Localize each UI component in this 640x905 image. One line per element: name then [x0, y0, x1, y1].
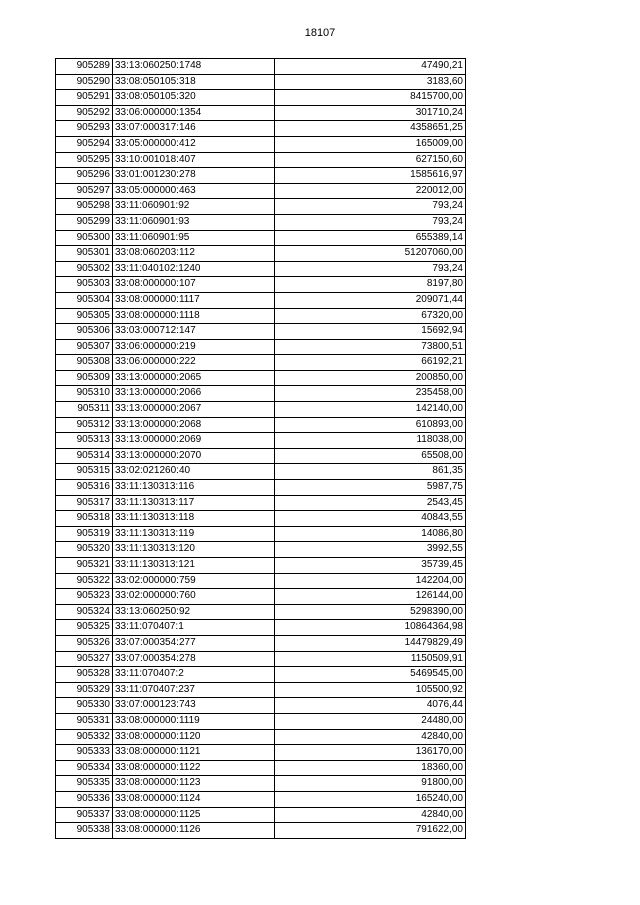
cadastral-number-cell: 33:13:000000:2070 — [113, 448, 275, 464]
cadastral-number-cell: 33:11:070407:2 — [113, 667, 275, 683]
table-row — [56, 433, 466, 449]
value-cell: 655389,14 — [275, 230, 466, 246]
cadastral-number-cell: 33:08:000000:1117 — [113, 292, 275, 308]
cadastral-number-cell: 33:11:130313:117 — [113, 495, 275, 511]
cadastral-number-cell: 33:11:070407:237 — [113, 682, 275, 698]
value-cell: 18360,00 — [275, 760, 466, 776]
row-number-cell: 905337 — [56, 807, 113, 823]
row-number-cell: 905314 — [56, 448, 113, 464]
row-number-cell: 905296 — [56, 168, 113, 184]
row-number-cell: 905308 — [56, 355, 113, 371]
row-number-cell: 905306 — [56, 324, 113, 340]
cadastral-number-cell: 33:06:000000:222 — [113, 355, 275, 371]
page-number: 18107 — [304, 27, 336, 39]
row-number-cell: 905300 — [56, 230, 113, 246]
table-row — [56, 558, 466, 574]
cadastral-number-cell: 33:08:000000:1126 — [113, 823, 275, 839]
value-cell: 73800,51 — [275, 339, 466, 355]
value-cell: 10864364,98 — [275, 620, 466, 636]
table-row — [56, 292, 466, 308]
table-row — [56, 620, 466, 636]
table-row — [56, 698, 466, 714]
row-number-cell: 905315 — [56, 464, 113, 480]
table-row — [56, 526, 466, 542]
row-number-cell: 905326 — [56, 635, 113, 651]
cadastral-number-cell: 33:13:060250:92 — [113, 604, 275, 620]
table-row — [56, 651, 466, 667]
cadastral-number-cell: 33:07:000123:743 — [113, 698, 275, 714]
cadastral-number-cell: 33:10:001018:407 — [113, 152, 275, 168]
table-row — [56, 682, 466, 698]
cadastral-number-cell: 33:08:000000:1123 — [113, 776, 275, 792]
table-row — [56, 261, 466, 277]
cadastral-number-cell: 33:08:000000:1119 — [113, 713, 275, 729]
table-row — [56, 370, 466, 386]
cadastral-number-cell: 33:11:130313:121 — [113, 558, 275, 574]
value-cell: 861,35 — [275, 464, 466, 480]
row-number-cell: 905297 — [56, 183, 113, 199]
row-number-cell: 905291 — [56, 90, 113, 106]
row-number-cell: 905299 — [56, 214, 113, 230]
registry-table-body — [56, 59, 466, 839]
cadastral-number-cell: 33:01:001230:278 — [113, 168, 275, 184]
row-number-cell: 905290 — [56, 74, 113, 90]
value-cell: 40843,55 — [275, 511, 466, 527]
value-cell: 4076,44 — [275, 698, 466, 714]
row-number-cell: 905313 — [56, 433, 113, 449]
value-cell: 627150,60 — [275, 152, 466, 168]
table-row — [56, 417, 466, 433]
value-cell: 105500,92 — [275, 682, 466, 698]
cadastral-number-cell: 33:06:000000:1354 — [113, 105, 275, 121]
row-number-cell: 905328 — [56, 667, 113, 683]
cadastral-number-cell: 33:11:130313:120 — [113, 542, 275, 558]
cadastral-number-cell: 33:02:000000:759 — [113, 573, 275, 589]
table-row — [56, 448, 466, 464]
value-cell: 118038,00 — [275, 433, 466, 449]
value-cell: 67320,00 — [275, 308, 466, 324]
row-number-cell: 905307 — [56, 339, 113, 355]
value-cell: 610893,00 — [275, 417, 466, 433]
row-number-cell: 905332 — [56, 729, 113, 745]
value-cell: 209071,44 — [275, 292, 466, 308]
registry-table — [55, 58, 466, 839]
table-row — [56, 791, 466, 807]
cadastral-number-cell: 33:08:000000:1120 — [113, 729, 275, 745]
table-row — [56, 136, 466, 152]
table-row — [56, 542, 466, 558]
table-row — [56, 807, 466, 823]
cadastral-number-cell: 33:11:130313:119 — [113, 526, 275, 542]
cadastral-number-cell: 33:05:000000:463 — [113, 183, 275, 199]
cadastral-number-cell: 33:03:000712:147 — [113, 324, 275, 340]
value-cell: 91800,00 — [275, 776, 466, 792]
row-number-cell: 905301 — [56, 246, 113, 262]
table-row — [56, 713, 466, 729]
row-number-cell: 905327 — [56, 651, 113, 667]
value-cell: 5469545,00 — [275, 667, 466, 683]
value-cell: 1585616,97 — [275, 168, 466, 184]
cadastral-number-cell: 33:13:000000:2066 — [113, 386, 275, 402]
table-row — [56, 277, 466, 293]
table-row — [56, 745, 466, 761]
row-number-cell: 905289 — [56, 59, 113, 75]
row-number-cell: 905319 — [56, 526, 113, 542]
row-number-cell: 905318 — [56, 511, 113, 527]
table-row — [56, 199, 466, 215]
value-cell: 42840,00 — [275, 729, 466, 745]
table-row — [56, 823, 466, 839]
cadastral-number-cell: 33:08:000000:1125 — [113, 807, 275, 823]
row-number-cell: 905295 — [56, 152, 113, 168]
cadastral-number-cell: 33:08:000000:1124 — [113, 791, 275, 807]
row-number-cell: 905329 — [56, 682, 113, 698]
table-row — [56, 90, 466, 106]
value-cell: 793,24 — [275, 199, 466, 215]
value-cell: 14086,80 — [275, 526, 466, 542]
table-row — [56, 59, 466, 75]
cadastral-number-cell: 33:11:060901:93 — [113, 214, 275, 230]
table-row — [56, 230, 466, 246]
row-number-cell: 905309 — [56, 370, 113, 386]
value-cell: 42840,00 — [275, 807, 466, 823]
table-row — [56, 604, 466, 620]
row-number-cell: 905320 — [56, 542, 113, 558]
value-cell: 5298390,00 — [275, 604, 466, 620]
table-row — [56, 246, 466, 262]
cadastral-number-cell: 33:11:060901:95 — [113, 230, 275, 246]
value-cell: 165240,00 — [275, 791, 466, 807]
row-number-cell: 905321 — [56, 558, 113, 574]
table-row — [56, 105, 466, 121]
value-cell: 5987,75 — [275, 480, 466, 496]
value-cell: 301710,24 — [275, 105, 466, 121]
value-cell: 1150509,91 — [275, 651, 466, 667]
table-row — [56, 324, 466, 340]
value-cell: 66192,21 — [275, 355, 466, 371]
value-cell: 14479829,49 — [275, 635, 466, 651]
row-number-cell: 905322 — [56, 573, 113, 589]
value-cell: 136170,00 — [275, 745, 466, 761]
row-number-cell: 905333 — [56, 745, 113, 761]
row-number-cell: 905316 — [56, 480, 113, 496]
cadastral-number-cell: 33:11:070407:1 — [113, 620, 275, 636]
cadastral-number-cell: 33:11:040102:1240 — [113, 261, 275, 277]
table-row — [56, 402, 466, 418]
table-row — [56, 776, 466, 792]
value-cell: 4358651,25 — [275, 121, 466, 137]
row-number-cell: 905293 — [56, 121, 113, 137]
row-number-cell: 905323 — [56, 589, 113, 605]
row-number-cell: 905338 — [56, 823, 113, 839]
value-cell: 142204,00 — [275, 573, 466, 589]
table-row — [56, 121, 466, 137]
table-row — [56, 386, 466, 402]
value-cell: 47490,21 — [275, 59, 466, 75]
value-cell: 793,24 — [275, 214, 466, 230]
row-number-cell: 905335 — [56, 776, 113, 792]
cadastral-number-cell: 33:13:000000:2065 — [113, 370, 275, 386]
value-cell: 51207060,00 — [275, 246, 466, 262]
table-row — [56, 495, 466, 511]
table-row — [56, 464, 466, 480]
table-row — [56, 635, 466, 651]
value-cell: 8415700,00 — [275, 90, 466, 106]
cadastral-number-cell: 33:13:000000:2067 — [113, 402, 275, 418]
table-row — [56, 183, 466, 199]
table-row — [56, 573, 466, 589]
table-row — [56, 760, 466, 776]
row-number-cell: 905334 — [56, 760, 113, 776]
value-cell: 24480,00 — [275, 713, 466, 729]
cadastral-number-cell: 33:08:000000:1118 — [113, 308, 275, 324]
value-cell: 200850,00 — [275, 370, 466, 386]
value-cell: 791622,00 — [275, 823, 466, 839]
row-number-cell: 905331 — [56, 713, 113, 729]
value-cell: 142140,00 — [275, 402, 466, 418]
table-row — [56, 729, 466, 745]
row-number-cell: 905317 — [56, 495, 113, 511]
cadastral-number-cell: 33:02:021260:40 — [113, 464, 275, 480]
value-cell: 3183,60 — [275, 74, 466, 90]
value-cell: 8197,80 — [275, 277, 466, 293]
cadastral-number-cell: 33:06:000000:219 — [113, 339, 275, 355]
row-number-cell: 905330 — [56, 698, 113, 714]
row-number-cell: 905292 — [56, 105, 113, 121]
row-number-cell: 905305 — [56, 308, 113, 324]
row-number-cell: 905303 — [56, 277, 113, 293]
row-number-cell: 905302 — [56, 261, 113, 277]
table-row — [56, 480, 466, 496]
cadastral-number-cell: 33:08:000000:107 — [113, 277, 275, 293]
value-cell: 65508,00 — [275, 448, 466, 464]
cadastral-number-cell: 33:05:000000:412 — [113, 136, 275, 152]
cadastral-number-cell: 33:13:000000:2068 — [113, 417, 275, 433]
cadastral-number-cell: 33:11:130313:116 — [113, 480, 275, 496]
value-cell: 165009,00 — [275, 136, 466, 152]
cadastral-number-cell: 33:08:050105:318 — [113, 74, 275, 90]
cadastral-number-cell: 33:08:060203:112 — [113, 246, 275, 262]
table-row — [56, 339, 466, 355]
value-cell: 235458,00 — [275, 386, 466, 402]
cadastral-number-cell: 33:07:000317:146 — [113, 121, 275, 137]
row-number-cell: 905325 — [56, 620, 113, 636]
cadastral-number-cell: 33:07:000354:278 — [113, 651, 275, 667]
value-cell: 220012,00 — [275, 183, 466, 199]
table-row — [56, 214, 466, 230]
row-number-cell: 905324 — [56, 604, 113, 620]
table-row — [56, 667, 466, 683]
row-number-cell: 905336 — [56, 791, 113, 807]
table-row — [56, 308, 466, 324]
row-number-cell: 905311 — [56, 402, 113, 418]
row-number-cell: 905294 — [56, 136, 113, 152]
cadastral-number-cell: 33:07:000354:277 — [113, 635, 275, 651]
table-row — [56, 168, 466, 184]
cadastral-number-cell: 33:08:000000:1122 — [113, 760, 275, 776]
value-cell: 35739,45 — [275, 558, 466, 574]
value-cell: 126144,00 — [275, 589, 466, 605]
cadastral-number-cell: 33:02:000000:760 — [113, 589, 275, 605]
table-row — [56, 589, 466, 605]
table-row — [56, 355, 466, 371]
cadastral-number-cell: 33:08:050105:320 — [113, 90, 275, 106]
table-row — [56, 152, 466, 168]
cadastral-number-cell: 33:11:060901:92 — [113, 199, 275, 215]
row-number-cell: 905304 — [56, 292, 113, 308]
value-cell: 3992,55 — [275, 542, 466, 558]
row-number-cell: 905298 — [56, 199, 113, 215]
cadastral-number-cell: 33:11:130313:118 — [113, 511, 275, 527]
value-cell: 793,24 — [275, 261, 466, 277]
cadastral-number-cell: 33:13:000000:2069 — [113, 433, 275, 449]
row-number-cell: 905312 — [56, 417, 113, 433]
row-number-cell: 905310 — [56, 386, 113, 402]
table-row — [56, 511, 466, 527]
table-row — [56, 74, 466, 90]
value-cell: 15692,94 — [275, 324, 466, 340]
cadastral-number-cell: 33:13:060250:1748 — [113, 59, 275, 75]
value-cell: 2543,45 — [275, 495, 466, 511]
cadastral-number-cell: 33:08:000000:1121 — [113, 745, 275, 761]
